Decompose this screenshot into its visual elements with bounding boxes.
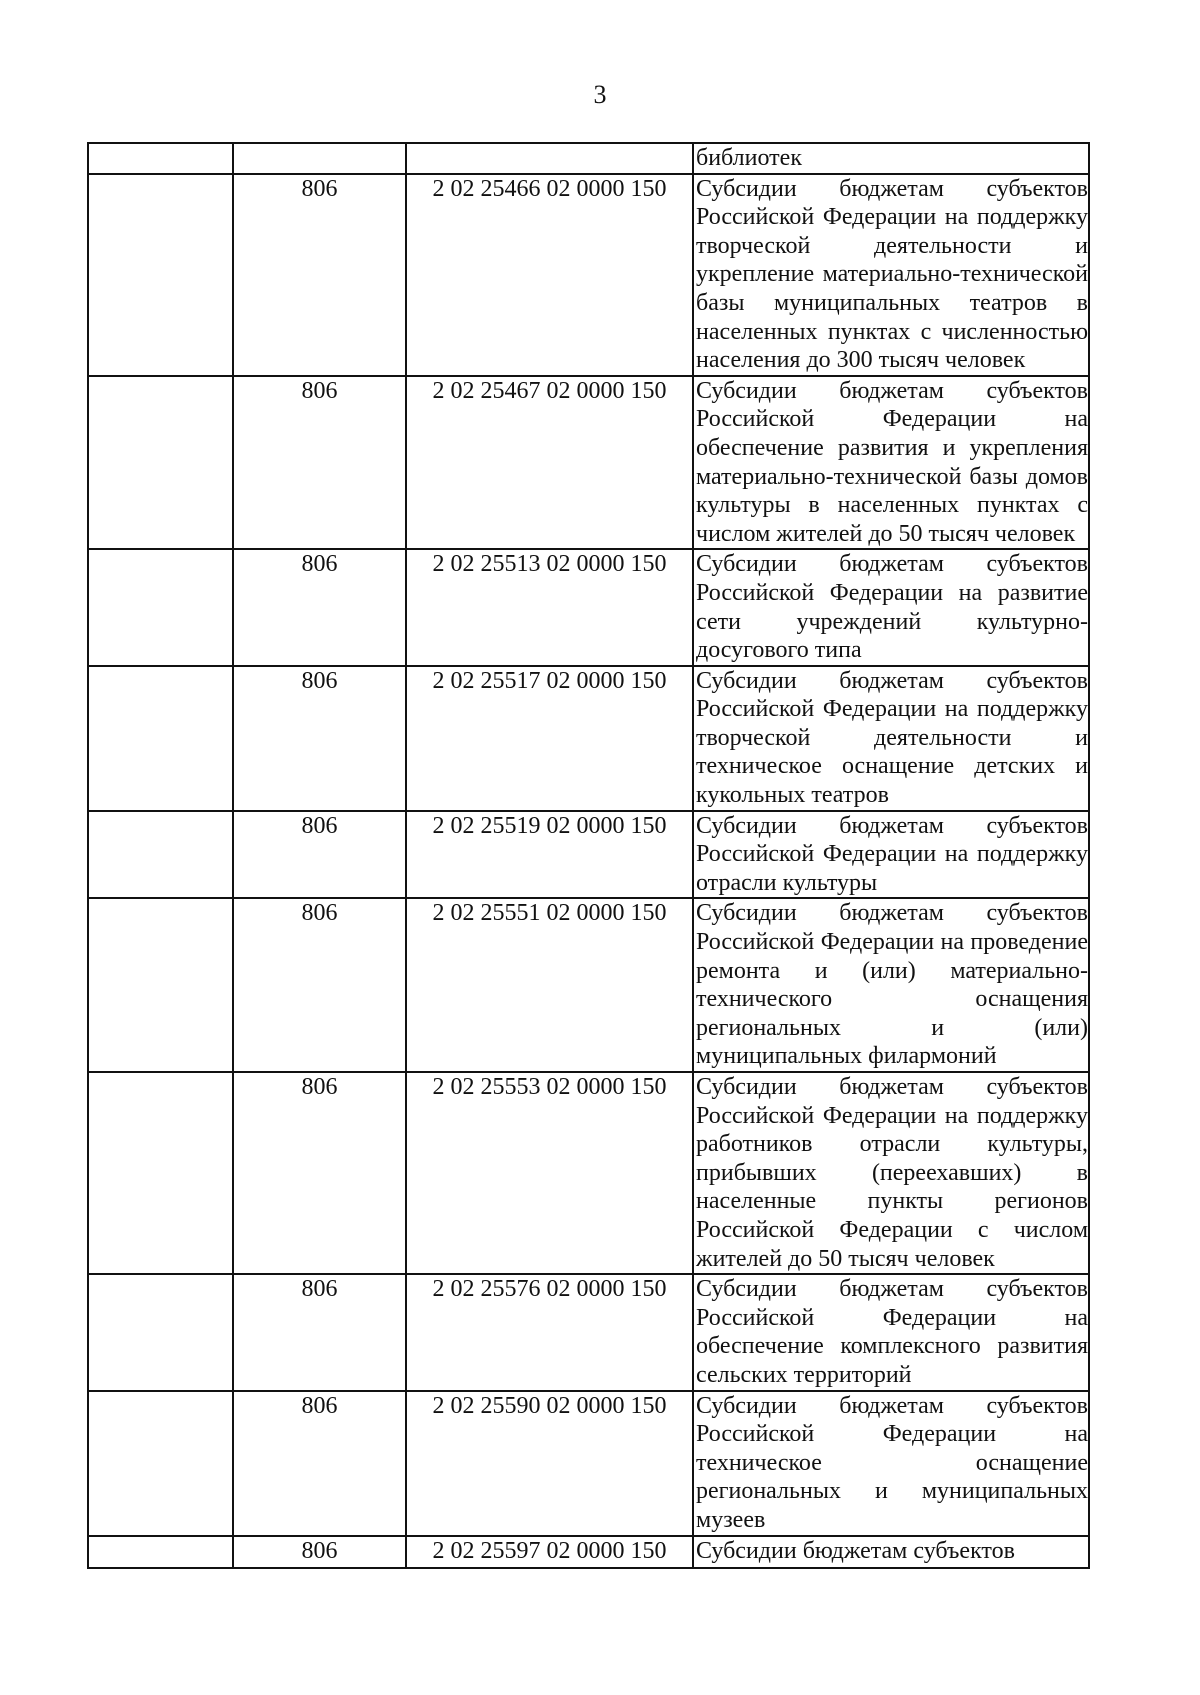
table-cell-description: Субсидии бюджетам субъектов Российской Федерации на техническое оснащение региональных и муниципальных музеев [693,1391,1089,1536]
table-cell-description: Субсидии бюджетам субъектов Российской Федерации на обеспечение комплексного развития сельских территорий [693,1274,1089,1390]
table-row [88,549,1089,665]
table-cell-description: Субсидии бюджетам субъектов Российской Федерации на поддержку творческой деятельности и укрепление материально-технической базы муниципальных театров в населенных пунктах с численностью населения до 300 тысяч человек [693,174,1089,376]
table-cell-empty [88,1536,233,1568]
table-cell-description: Субсидии бюджетам субъектов Российской Федерации на проведение ремонта и (или) материально-технического оснащения региональных и (или) муниципальных филармоний [693,898,1089,1072]
table-row [88,1536,1089,1568]
table-cell-admin-code: 806 [233,1274,406,1390]
table-cell-budget-code: 2 02 25553 02 0000 150 [406,1072,693,1274]
table-cell-empty [88,1072,233,1274]
table-cell-description: Субсидии бюджетам субъектов Российской Федерации на поддержку творческой деятельности и техническое оснащение детских и кукольных театров [693,666,1089,811]
table-row [88,174,1089,376]
table-cell-budget-code: 2 02 25597 02 0000 150 [406,1536,693,1568]
table-cell-admin-code: 806 [233,549,406,665]
table-cell-budget-code: 2 02 25467 02 0000 150 [406,376,693,550]
table-cell-empty [88,376,233,550]
table-row [88,1391,1089,1536]
table-cell-budget-code: 2 02 25590 02 0000 150 [406,1391,693,1536]
table-cell-budget-code [406,143,693,174]
table-cell-budget-code: 2 02 25517 02 0000 150 [406,666,693,811]
table-cell-admin-code: 806 [233,811,406,899]
table-row [88,143,1089,174]
table-cell-empty [88,1391,233,1536]
table-cell-description: Субсидии бюджетам субъектов Российской Федерации на поддержку работников отрасли культуры, прибывших (переехавших) в населенные пункты регионов Российской Федерации с числом жителей до 50 тысяч человек [693,1072,1089,1274]
table-row [88,666,1089,811]
table-cell-budget-code: 2 02 25513 02 0000 150 [406,549,693,665]
table-cell-budget-code: 2 02 25576 02 0000 150 [406,1274,693,1390]
table-cell-admin-code: 806 [233,666,406,811]
table-cell-admin-code: 806 [233,898,406,1072]
table-cell-empty [88,549,233,665]
table-cell-description: Субсидии бюджетам субъектов Российской Федерации на обеспечение развития и укрепления материально-технической базы домов культуры в населенных пунктах с числом жителей до 50 тысяч человек [693,376,1089,550]
table-cell-budget-code: 2 02 25466 02 0000 150 [406,174,693,376]
table-cell-budget-code: 2 02 25551 02 0000 150 [406,898,693,1072]
table-row [88,898,1089,1072]
table-cell-description: библиотек [693,143,1089,174]
table-cell-empty [88,1274,233,1390]
table-row [88,811,1089,899]
table-cell-budget-code: 2 02 25519 02 0000 150 [406,811,693,899]
table-cell-admin-code: 806 [233,1536,406,1568]
table-cell-admin-code: 806 [233,1072,406,1274]
table-cell-admin-code: 806 [233,174,406,376]
table-cell-admin-code: 806 [233,1391,406,1536]
table-cell-description: Субсидии бюджетам субъектов Российской Федерации на развитие сети учреждений культурно-досугового типа [693,549,1089,665]
table-row [88,1072,1089,1274]
table-cell-empty [88,174,233,376]
page-number: 3 [593,80,607,109]
table-cell-admin-code [233,143,406,174]
table-cell-empty [88,898,233,1072]
budget-codes-table [87,142,1090,1569]
table-cell-empty [88,143,233,174]
table-row [88,376,1089,550]
table-cell-description: Субсидии бюджетам субъектов Российской Федерации на поддержку отрасли культуры [693,811,1089,899]
table-row [88,1274,1089,1390]
table-cell-empty [88,811,233,899]
table-cell-empty [88,666,233,811]
table-cell-description: Субсидии бюджетам субъектов [693,1536,1089,1568]
table-cell-admin-code: 806 [233,376,406,550]
